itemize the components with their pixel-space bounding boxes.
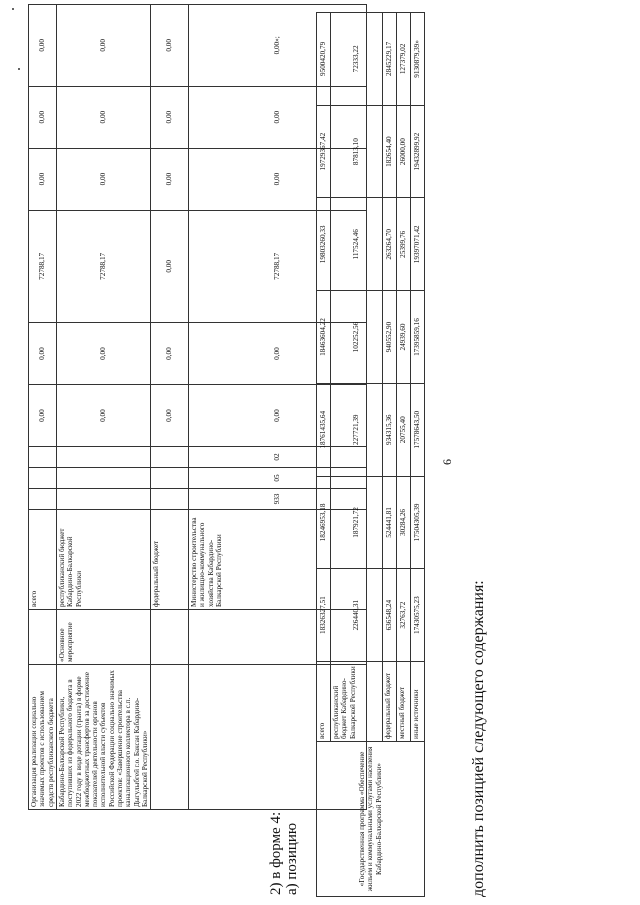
amount-cell: 0,00 [57, 86, 151, 148]
amount-cell: 127379,02 [397, 13, 411, 106]
funding-source: федеральный бюджет [151, 510, 189, 610]
amount-cell: 25399,76 [397, 198, 411, 291]
amount-cell: 0,00 [151, 385, 189, 447]
measure-name: Организация реализации социально значимых проектов с использованием средств республиканского бюджета [29, 665, 57, 810]
funding-source: республиканский бюджет Кабардино-Балкарской Республики [331, 662, 383, 742]
amount-cell: 227721,39 [331, 383, 383, 476]
section-title: 2) в форме 4: [268, 811, 284, 895]
amount-cell: 9130879,39» [411, 13, 425, 106]
amount-cell: 20755,40 [397, 383, 411, 476]
page-number: 6 [440, 459, 454, 465]
funding-source: местный бюджет [397, 662, 411, 742]
amount-cell: 102252,56 [331, 291, 383, 384]
measure-name [151, 665, 189, 810]
amount-cell: 0,00 [29, 148, 57, 210]
kbk-code: 02 [189, 447, 367, 468]
amount-cell: 72333,22 [331, 13, 383, 106]
amount-cell: 117524,46 [331, 198, 383, 291]
program-name: «Государственная программа «Обеспечение жильем и коммунальными услугами населения Кабардино-Балкарской Республики» [317, 742, 425, 897]
kbk-code [57, 468, 151, 489]
amount-cell: 0,00 [189, 86, 367, 148]
measure-type: «Основное мероприятие [57, 610, 151, 665]
amount-cell: 934315,36 [383, 383, 397, 476]
amount-cell: 0,00 [151, 86, 189, 148]
kbk-code [151, 468, 189, 489]
amount-cell: 17578643,50 [411, 383, 425, 476]
kbk-code [29, 468, 57, 489]
kbk-code [151, 447, 189, 468]
amount-cell: 0,00 [29, 323, 57, 385]
amount-cell: 0,00»; [189, 5, 367, 87]
amount-cell: 72788,17 [189, 210, 367, 323]
amount-cell: 19729367,42 [317, 105, 331, 198]
amount-cell: 19803260,33 [317, 198, 331, 291]
amount-cell: 0,00 [57, 323, 151, 385]
amount-cell: 0,00 [189, 148, 367, 210]
table-row [29, 5, 57, 810]
program-table [316, 12, 425, 897]
amount-cell: 18463604,22 [317, 291, 331, 384]
amount-cell: 263264,70 [383, 198, 397, 291]
amount-cell: 17504305,39 [411, 476, 425, 569]
amount-cell: 636548,24 [383, 569, 397, 662]
amount-cell: 187921,72 [331, 476, 383, 569]
amount-cell: 72788,17 [57, 210, 151, 323]
funding-source: республиканский бюджет Кабардино-Балкарской Республики [57, 510, 151, 610]
funding-source: федеральный бюджет [383, 662, 397, 742]
funding-source: Министерство строительства и жилищно-коммунального хозяйства Кабардино-Балкарской Республики [189, 510, 367, 610]
table-row [317, 13, 331, 897]
amount-cell: 19397071,42 [411, 198, 425, 291]
amount-cell: 2845229,17 [383, 13, 397, 106]
amount-cell: 0,00 [29, 5, 57, 87]
amount-cell: 0,00 [189, 323, 367, 385]
kbk-code [57, 489, 151, 510]
kbk-code: 933 [189, 489, 367, 510]
amount-cell: 18761435,64 [317, 383, 331, 476]
amount-cell: 32763,72 [397, 569, 411, 662]
section-subtitle: а) позицию [284, 822, 300, 895]
kbk-code [151, 489, 189, 510]
funding-source: всего [29, 510, 57, 610]
measure-name: Кабардино-Балкарской Республики, поступивших из федерального бюджета в 2022 году в виде дотации (гранта) в форме межбюджетных трансфертов за достижение показателей деятельности органов исполнительной власти субъектов Российской Федерации социально значимых проектов: «Завершение строительства канализационного коллектора в с.п. Дыгулыбгей г.о. Баксан Кабардино-Балкарской Республики» [57, 665, 151, 810]
table-row [151, 5, 189, 810]
table-row [57, 5, 151, 810]
amount-cell: 17430575,23 [411, 569, 425, 662]
amount-cell: 19432899,92 [411, 105, 425, 198]
amount-cell: 0,00 [189, 385, 367, 447]
amount-cell: 0,00 [29, 385, 57, 447]
amount-cell: 18326327,51 [317, 569, 331, 662]
amount-cell: 17395859,16 [411, 291, 425, 384]
amount-cell: 524441,81 [383, 476, 397, 569]
amount-cell: 0,00 [151, 323, 189, 385]
amount-cell: 26000,00 [397, 105, 411, 198]
amount-cell: 0,00 [57, 5, 151, 87]
amount-cell: 24939,60 [397, 291, 411, 384]
amount-cell: 0,00 [29, 86, 57, 148]
amount-cell: 0,00 [151, 5, 189, 87]
amount-cell: 9500420,79 [317, 13, 331, 106]
amount-cell: 72788,17 [29, 210, 57, 323]
kbk-code: 05 [189, 468, 367, 489]
amount-cell: 30284,26 [397, 476, 411, 569]
amount-cell: 182654,40 [383, 105, 397, 198]
kbk-code [29, 489, 57, 510]
amendment-heading: дополнить позицией следующего содержания: [470, 580, 487, 897]
funding-source: всего [317, 662, 331, 742]
amount-cell: 18246953,18 [317, 476, 331, 569]
amount-cell: 226440,31 [331, 569, 383, 662]
kbk-code [29, 447, 57, 468]
amount-cell: 0,00 [57, 385, 151, 447]
amount-cell: 940552,90 [383, 291, 397, 384]
kbk-code [57, 447, 151, 468]
measure-type [151, 610, 189, 665]
amount-cell: 0,00 [151, 148, 189, 210]
amount-cell: 87813,10 [331, 105, 383, 198]
measure-type [29, 610, 57, 665]
amount-cell: 0,00 [151, 210, 189, 323]
funding-source: иные источники [411, 662, 425, 742]
amount-cell: 0,00 [57, 148, 151, 210]
